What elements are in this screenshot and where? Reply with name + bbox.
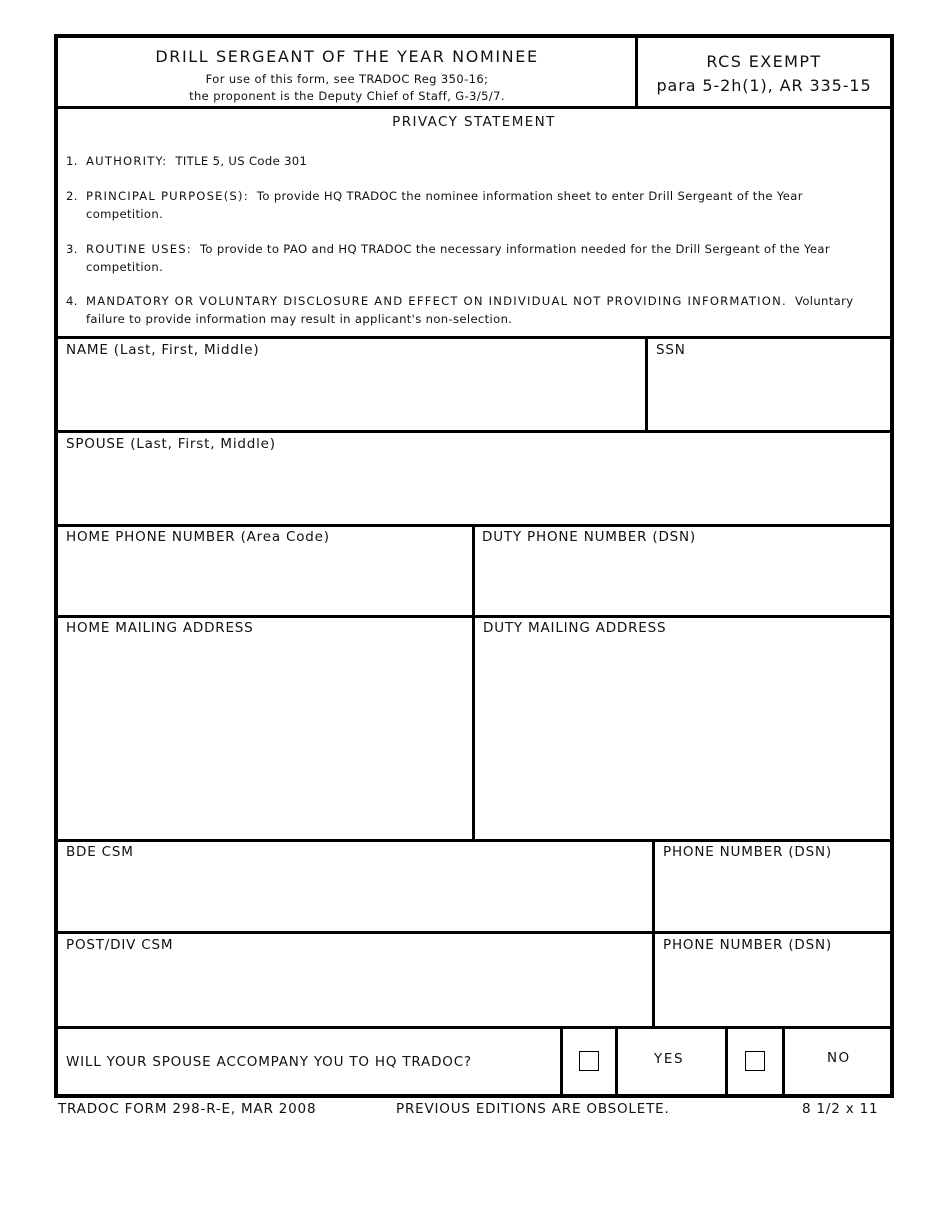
header-divider (635, 38, 638, 106)
duty-address-label: DUTY MAILING ADDRESS (483, 620, 667, 636)
privacy-item-number: 4. (66, 294, 78, 308)
privacy-item-caption: ROUTINE USES: (86, 242, 192, 256)
rcs-reference: para 5-2h(1), AR 335-15 (656, 76, 872, 95)
no-box-divider (782, 1028, 785, 1094)
name-ssn-divider (645, 338, 648, 430)
question-divider (560, 1028, 563, 1094)
rcs-exempt-label: RCS EXEMPT (706, 52, 822, 71)
bde-phone-input[interactable] (659, 864, 886, 928)
paper-size: 8 1/2 x 11 (802, 1101, 879, 1117)
obsolete-notice: PREVIOUS EDITIONS ARE OBSOLETE. (396, 1101, 670, 1117)
post-divider (652, 933, 655, 1026)
spouse-accompany-question: WILL YOUR SPOUSE ACCOMPANY YOU TO HQ TRADOC? (66, 1054, 472, 1070)
privacy-item-routine-uses (66, 240, 856, 276)
privacy-item-continuation: competition. (86, 207, 164, 221)
name-input[interactable] (62, 362, 640, 428)
duty-phone-label: DUTY PHONE NUMBER (DSN) (482, 529, 696, 545)
row-rule (58, 839, 890, 842)
privacy-item-text: To provide to PAO and HQ TRADOC the necessary information needed for the Drill Sergeant of the Year (199, 242, 830, 256)
privacy-statement-title: PRIVACY STATEMENT (392, 114, 556, 130)
privacy-item-disclosure (66, 292, 856, 328)
ssn-input[interactable] (652, 362, 886, 428)
privacy-item-number: 1. (66, 154, 78, 168)
bde-csm-label: BDE CSM (66, 844, 134, 860)
privacy-item-text: To provide HQ TRADOC the nominee information sheet to enter Drill Sergeant of the Year (256, 189, 803, 203)
spouse-input[interactable] (62, 456, 886, 522)
bde-csm-input[interactable] (62, 864, 648, 928)
privacy-item-caption: MANDATORY OR VOLUNTARY DISCLOSURE AND EFFECT ON INDIVIDUAL NOT PROVIDING INFORMATION. (86, 294, 787, 308)
form-title: DRILL SERGEANT OF THE YEAR NOMINEE (155, 47, 539, 66)
row-rule (58, 1026, 890, 1029)
post-csm-label: POST/DIV CSM (66, 937, 174, 953)
privacy-item-text: TITLE 5, US Code 301 (175, 154, 308, 168)
header-bottom-rule (58, 106, 890, 109)
home-phone-label: HOME PHONE NUMBER (Area Code) (66, 529, 330, 545)
name-label: NAME (Last, First, Middle) (66, 342, 260, 358)
form-subtitle-line-1: For use of this form, see TRADOC Reg 350-16; (205, 72, 489, 86)
phone-divider (472, 526, 475, 615)
duty-address-input[interactable] (478, 640, 886, 836)
privacy-item-caption: AUTHORITY: (86, 154, 168, 168)
privacy-item-purpose (66, 187, 856, 223)
privacy-item-authority (66, 152, 856, 170)
bde-divider (652, 841, 655, 931)
form-subtitle-line-2: the proponent is the Deputy Chief of Staff, G-3/5/7. (189, 89, 505, 103)
post-phone-input[interactable] (659, 957, 886, 1023)
privacy-item-number: 3. (66, 242, 78, 256)
no-checkbox[interactable] (745, 1051, 765, 1071)
spouse-label: SPOUSE (Last, First, Middle) (66, 436, 276, 452)
privacy-bottom-rule (58, 336, 890, 339)
form-identifier: TRADOC FORM 298-R-E, MAR 2008 (58, 1101, 317, 1117)
privacy-item-continuation: competition. (86, 260, 164, 274)
nominee-form (54, 34, 894, 1098)
post-csm-input[interactable] (62, 957, 648, 1023)
post-phone-label: PHONE NUMBER (DSN) (663, 937, 832, 953)
privacy-item-caption: PRINCIPAL PURPOSE(S): (86, 189, 249, 203)
yes-box-divider (615, 1028, 618, 1094)
yes-label: YES (654, 1051, 685, 1067)
no-label: NO (827, 1050, 851, 1066)
privacy-item-number: 2. (66, 189, 78, 203)
duty-phone-input[interactable] (478, 550, 886, 612)
row-rule (58, 430, 890, 433)
home-phone-input[interactable] (62, 550, 470, 612)
privacy-item-text: Voluntary (794, 294, 854, 308)
bde-phone-label: PHONE NUMBER (DSN) (663, 844, 832, 860)
address-divider (472, 617, 475, 839)
home-address-label: HOME MAILING ADDRESS (66, 620, 254, 636)
yes-checkbox[interactable] (579, 1051, 599, 1071)
home-address-input[interactable] (62, 640, 470, 836)
yes-no-divider (725, 1028, 728, 1094)
privacy-item-continuation: failure to provide information may result in applicant's non-selection. (86, 312, 513, 326)
row-rule (58, 931, 890, 934)
ssn-label: SSN (656, 342, 686, 358)
